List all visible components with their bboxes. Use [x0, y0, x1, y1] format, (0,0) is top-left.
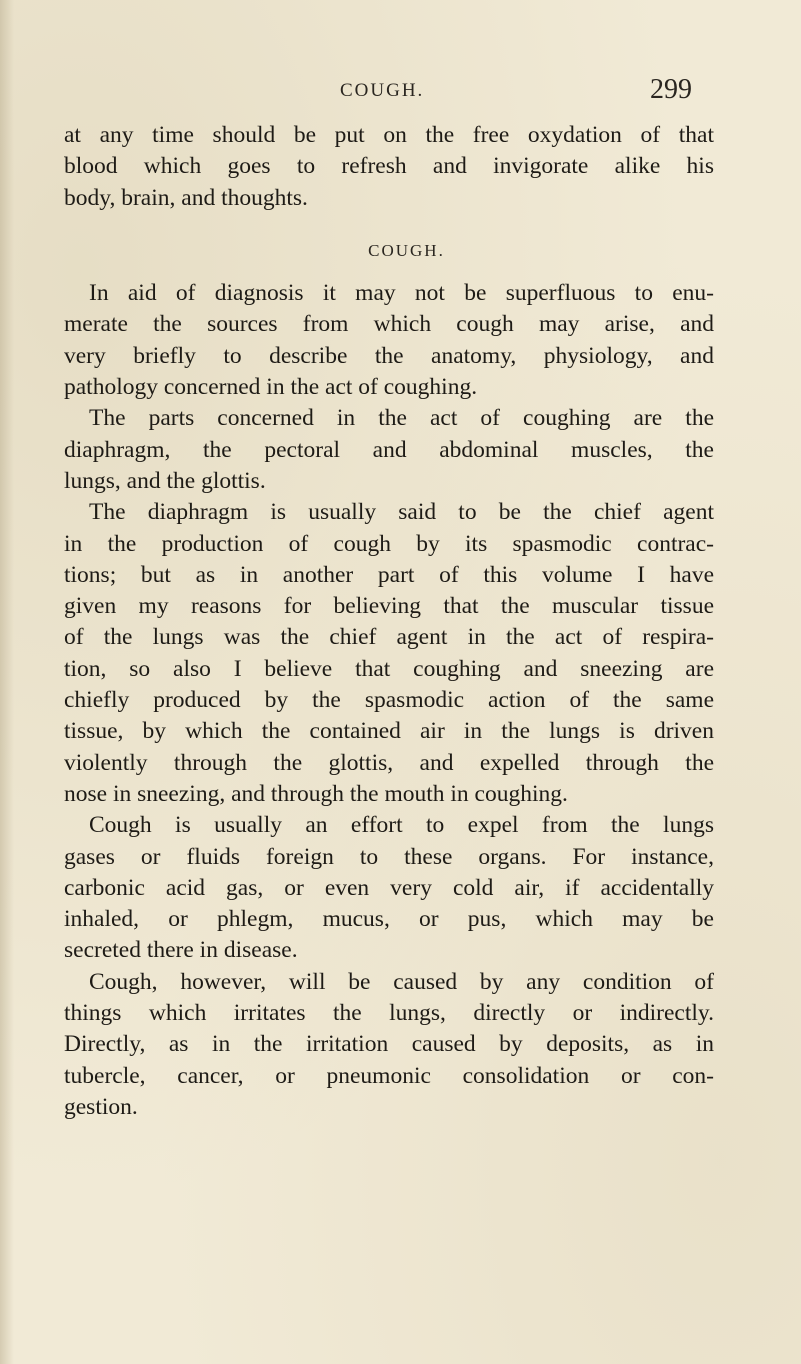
text-line: things which irritates the lungs, directly or indirectly.: [64, 1000, 714, 1027]
running-title: COUGH.: [340, 80, 425, 101]
text-line: Cough, however, will be caused by any condition of: [89, 968, 714, 995]
text-line: in the production of cough by its spasmodic contrac-: [64, 530, 714, 557]
text-line: In aid of diagnosis it may not be superfluous to enu-: [89, 280, 714, 307]
text-line: Directly, as in the irritation caused by deposits, as in: [64, 1031, 714, 1058]
text-line: at any time should be put on the free oxydation of that: [64, 122, 714, 148]
text-line: chiefly produced by the spasmodic action of the same: [64, 687, 714, 714]
intro-paragraph: [64, 120, 714, 214]
text-line: of the lungs was the chief agent in the act of respira-: [64, 624, 714, 651]
text-line: very briefly to describe the anatomy, physiology, and: [64, 342, 714, 369]
text-line: diaphragm, the pectoral and abdominal muscles, the: [64, 436, 714, 463]
text-line: inhaled, or phlegm, mucus, or pus, which may be: [64, 906, 714, 933]
text-line: Cough is usually an effort to expel from the lungs: [89, 812, 714, 839]
running-head: [0, 74, 801, 108]
paragraph: [64, 403, 714, 497]
page-gutter-shadow: [0, 0, 14, 1364]
text-line: tubercle, cancer, or pneumonic consolidation or con-: [64, 1062, 714, 1089]
text-line: secreted there in disease.: [64, 937, 298, 964]
text-line: tissue, by which the contained air in the lungs is driven: [64, 718, 714, 745]
text-line: gases or fluids foreign to these organs. For instance,: [64, 843, 714, 870]
page-number: 299: [650, 74, 692, 105]
text-line: The diaphragm is usually said to be the chief agent: [89, 499, 714, 526]
body-text: [64, 120, 714, 1123]
text-line: gestion.: [64, 1093, 138, 1120]
text-line: body, brain, and thoughts.: [64, 184, 308, 211]
section-heading: COUGH.: [368, 240, 445, 260]
text-line: The parts concerned in the act of coughing are the: [89, 405, 714, 432]
paragraph: [64, 497, 714, 810]
paragraph: [64, 278, 714, 403]
text-line: nose in sneezing, and through the mouth in coughing.: [64, 780, 568, 807]
text-line: blood which goes to refresh and invigorate alike his: [64, 153, 714, 180]
text-line: carbonic acid gas, or even very cold air, if accidentally: [64, 874, 714, 901]
paragraph: [64, 967, 714, 1123]
paragraph: [64, 810, 714, 966]
text-line: given my reasons for believing that the muscular tissue: [64, 593, 714, 620]
text-line: tion, so also I believe that coughing and sneezing are: [64, 655, 714, 682]
text-line: pathology concerned in the act of coughing.: [64, 374, 478, 401]
text-line: tions; but as in another part of this volume I have: [64, 561, 714, 588]
text-line: merate the sources from which cough may arise, and: [64, 311, 714, 338]
text-line: violently through the glottis, and expelled through the: [64, 749, 714, 776]
text-line: lungs, and the glottis.: [64, 467, 266, 494]
